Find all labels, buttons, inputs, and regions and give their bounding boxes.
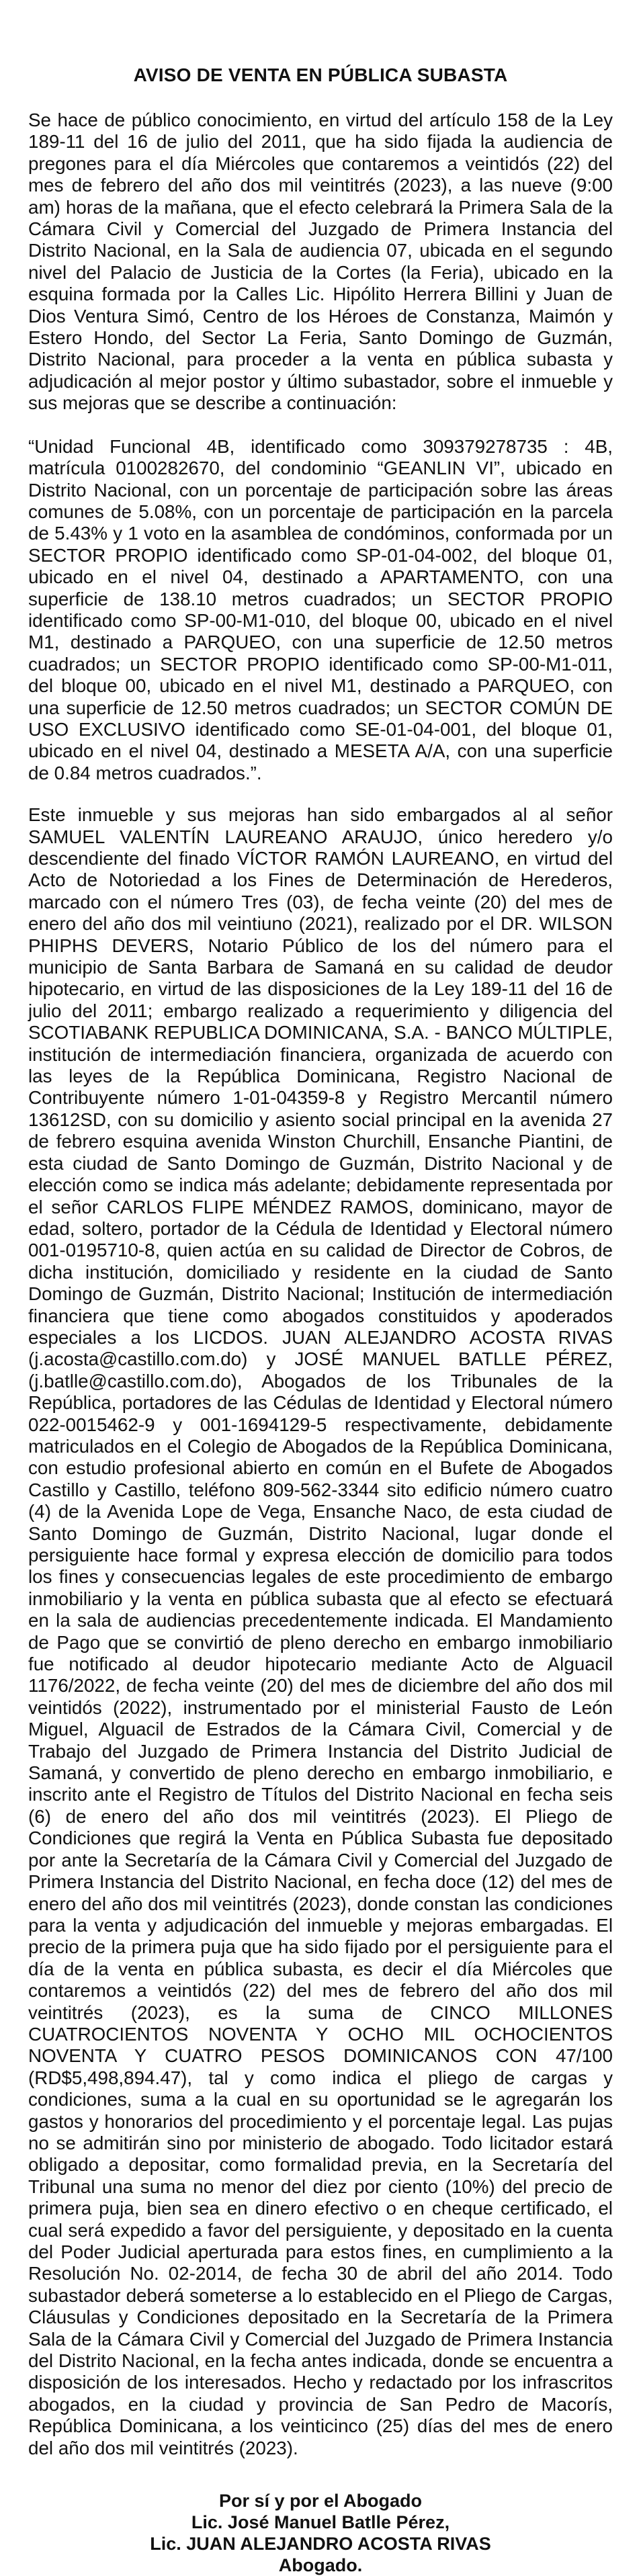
- property-description-paragraph: “Unidad Funcional 4B, identificado como 309379278735 : 4B, matrícula 0100282670, del condominio “GEANLIN VI”, ubicado en Distrito Nacional, con un porcentaje de participación sobre las áreas comunes de 5.08%, con un porcentaje de participación en la parcela de 5.43% y 1 voto en la asamblea de condóminos, conformada por un SECTOR PROPIO identificado como SP-01-04-002, del bloque 01, ubicado en el nivel 04, destinado a APARTAMENTO, con una superficie de 138.10 metros cuadrados; un SECTOR PROPIO identificado como SP-00-M1-010, del bloque 00, ubicado en el nivel M1, destinado a PARQUEO, con una superficie de 12.50 metros cuadrados; un SECTOR PROPIO identificado como SP-00-M1-011, del bloque 00, ubicado en el nivel M1, destinado a PARQUEO, con una superficie de 12.50 metros cuadrados; un SECTOR COMÚN DE USO EXCLUSIVO identificado como SE-01-04-001, del bloque 01, ubicado en el nivel 04, destinado a MESETA A/A, con una superficie de 0.84 metros cuadrados.”.: [28, 435, 613, 783]
- notice-introduction-paragraph: Se hace de público conocimiento, en virtud del artículo 158 de la Ley 189-11 del 16 de julio del 2011, que ha sido fijada la audiencia de pregones para el día Miércoles que contaremos a veintidós (22) del mes de febrero del año dos mil veintitrés (2023), a las nueve (9:00 am) horas de la mañana, que el efecto celebrará la Primera Sala de la Cámara Civil y Comercial del Juzgado de Primera Instancia del Distrito Nacional, en la Sala de audiencia 07, ubicada en el segundo nivel del Palacio de Justicia de la Cortes (la Feria), ubicado en la esquina formada por la Calles Lic. Hipólito Herrera Billini y Juan de Dios Ventura Simó, Centro de los Héroes de Constanza, Maimón y Estero Hondo, del Sector La Feria, Santo Domingo de Guzmán, Distrito Nacional, para proceder a la venta en pública subasta y adjudicación al mejor postor y último subastador, sobre el inmueble y sus mejoras que se describe a continuación:: [28, 110, 613, 414]
- paragraph-spacer: [28, 415, 613, 436]
- paragraph-spacer: [28, 784, 613, 804]
- signature-line: Por sí y por el Abogado: [218, 2491, 423, 2511]
- seizure-and-auction-conditions-paragraph: Este inmueble y sus mejoras han sido embargados al al señor SAMUEL VALENTÍN LAUREANO ARAUJO, único heredero y/o descendiente del finado VÍCTOR RAMÓN LAUREANO, en virtud del Acto de Notoriedad a los Fines de Determinación de Herederos, marcado con el número Tres (03), de fecha veinte (20) del mes de enero del año dos mil veintiuno (2021), realizado por el DR. WILSON PHIPHS DEVERS, Notario Público de los del número para el municipio de Santa Barbara de Samaná en su calidad de deudor hipotecario, en virtud de las disposiciones de la Ley 189-11 del 16 de julio del 2011; embargo realizado a requerimiento y diligencia del SCOTIABANK REPUBLICA DOMINICANA, S.A. - BANCO MÚLTIPLE, institución de intermediación financiera, organizada de acuerdo con las leyes de la República Dominicana, Registro Nacional de Contribuyente número 1-01-04359-8 y Registro Mercantil número 13612SD, con su domicilio y asiento social principal en la avenida 27 de febrero esquina avenida Winston Churchill, Ensanche Piantini, de esta ciudad de Santo Domingo de Guzmán, Distrito Nacional y de elección como se indica más adelante; debidamente representada por el señor CARLOS FLIPE MÉNDEZ RAMOS, dominicano, mayor de edad, soltero, portador de la Cédula de Identidad y Electoral número 001-0195710-8, quien actúa en su calidad de Director de Cobros, de dicha institución, domiciliado y residente en la ciudad de Santo Domingo de Guzmán, Distrito Nacional; Institución de intermediación financiera que tiene como abogados constituidos y apoderados especiales a los LICDOS. JUAN ALEJANDRO ACOSTA RIVAS (j.acosta@castillo.com.do) y JOSÉ MANUEL BATLLE PÉREZ, (j.batlle@castillo.com.do), Abogados de los Tribunales de la República, portadores de las Cédulas de Identidad y Electoral número 022-0015462-9 y 001-1694129-5 respectivamente, debidamente matriculados en el Colegio de Abogados de la República Dominicana, con estudio profesional abierto en común en el Bufete de Abogados Castillo y Castillo, teléfono 809-562-3344 sito edificio número cuatro (4) de la Avenida Lope de Vega, Ensanche Naco, de esta ciudad de Santo Domingo de Guzmán, Distrito Nacional, lugar donde el persiguiente hace formal y expresa elección de domicilio para todos los fines y consecuencias legales de este procedimiento de embargo inmobiliario y la venta en pública subasta que al efecto se efectuará en la sala de audiencias precedentemente indicada. El Mandamiento de Pago que se convirtió de pleno derecho en embargo inmobiliario fue notificado al deudor hipotecario mediante Acto de Alguacil 1176/2022, de fecha veinte (20) del mes de diciembre del año dos mil veintidós (2022), instrumentado por el ministerial Fausto de León Miguel, Alguacil de Estrados de la Cámara Civil, Comercial y de Trabajo del Juzgado de Primera Instancia del Distrito Judicial de Samaná, y convertido de pleno derecho en embargo inmobiliario, e inscrito ante el Registro de Títulos del Distrito Nacional en fecha seis (6) de enero del año dos mil veintitrés (2023). El Pliego de Condiciones que regirá la Venta en Pública Subasta fue depositado por ante la Secretaría de la Cámara Civil y Comercial del Juzgado de Primera Instancia del Distrito Nacional, en fecha doce (12) del mes de enero del año dos mil veintitrés (2023), donde constan las condiciones para la venta y adjudicación del inmueble y mejoras embargadas. El precio de la primera puja que ha sido fijado por el persiguiente para el día de la venta en pública subasta, es decir el día Miércoles que contaremos a veintidós (22) del mes de febrero del año dos mil veintitrés (2023), es la suma de CINCO MILLONES CUATROCIENTOS NOVENTA Y OCHO MIL OCHOCIENTOS NOVENTA Y CUATRO PESOS DOMINICANOS CON 47/100 (RD$5,498,894.47), tal y como indica el pliego de cargas y condiciones, suma a la cual en su oportunidad se le agregarán los gastos y honorarios del procedimiento y el porcentaje legal. Las pujas no se admitirán sino por ministerio de abogado. Todo licitador estará obligado a depositar, como formalidad previa, en la Secretaría del Tribunal una suma no menor del diez por ciento (10%) del precio de primera puja, bien sea en dinero efectivo o en cheque certificado, el cual será expedido a favor del persiguiente, y depositado en la cuenta del Poder Judicial aperturada para estos fines, en cumplimiento a la Resolución No. 02-2014, de fecha 30 de abril del año 2014. Todo subastador deberá someterse a lo establecido en el Pliego de Cargas, Cláusulas y Condiciones depositado en la Secretaría de la Primera Sala de la Cámara Civil y Comercial del Juzgado de Primera Instancia del Distrito Nacional, en la fecha antes indicada, donde se encuentra a disposición de los interesados. Hecho y redactado por los infrascritos abogados, en la ciudad y provincia de San Pedro de Macorís, República Dominicana, a los veinticinco (25) días del mes de enero del año dos mil veintitrés (2023).: [28, 804, 613, 2458]
- signature-block: [28, 2490, 613, 2576]
- signature-line: Lic. José Manuel Batlle Pérez,: [191, 2512, 450, 2533]
- signature-line: Abogado.: [278, 2555, 363, 2576]
- notice-title: AVISO DE VENTA EN PÚBLICA SUBASTA: [133, 65, 508, 85]
- signature-line: Lic. JUAN ALEJANDRO ACOSTA RIVAS: [150, 2534, 491, 2554]
- public-auction-notice: [28, 64, 613, 2576]
